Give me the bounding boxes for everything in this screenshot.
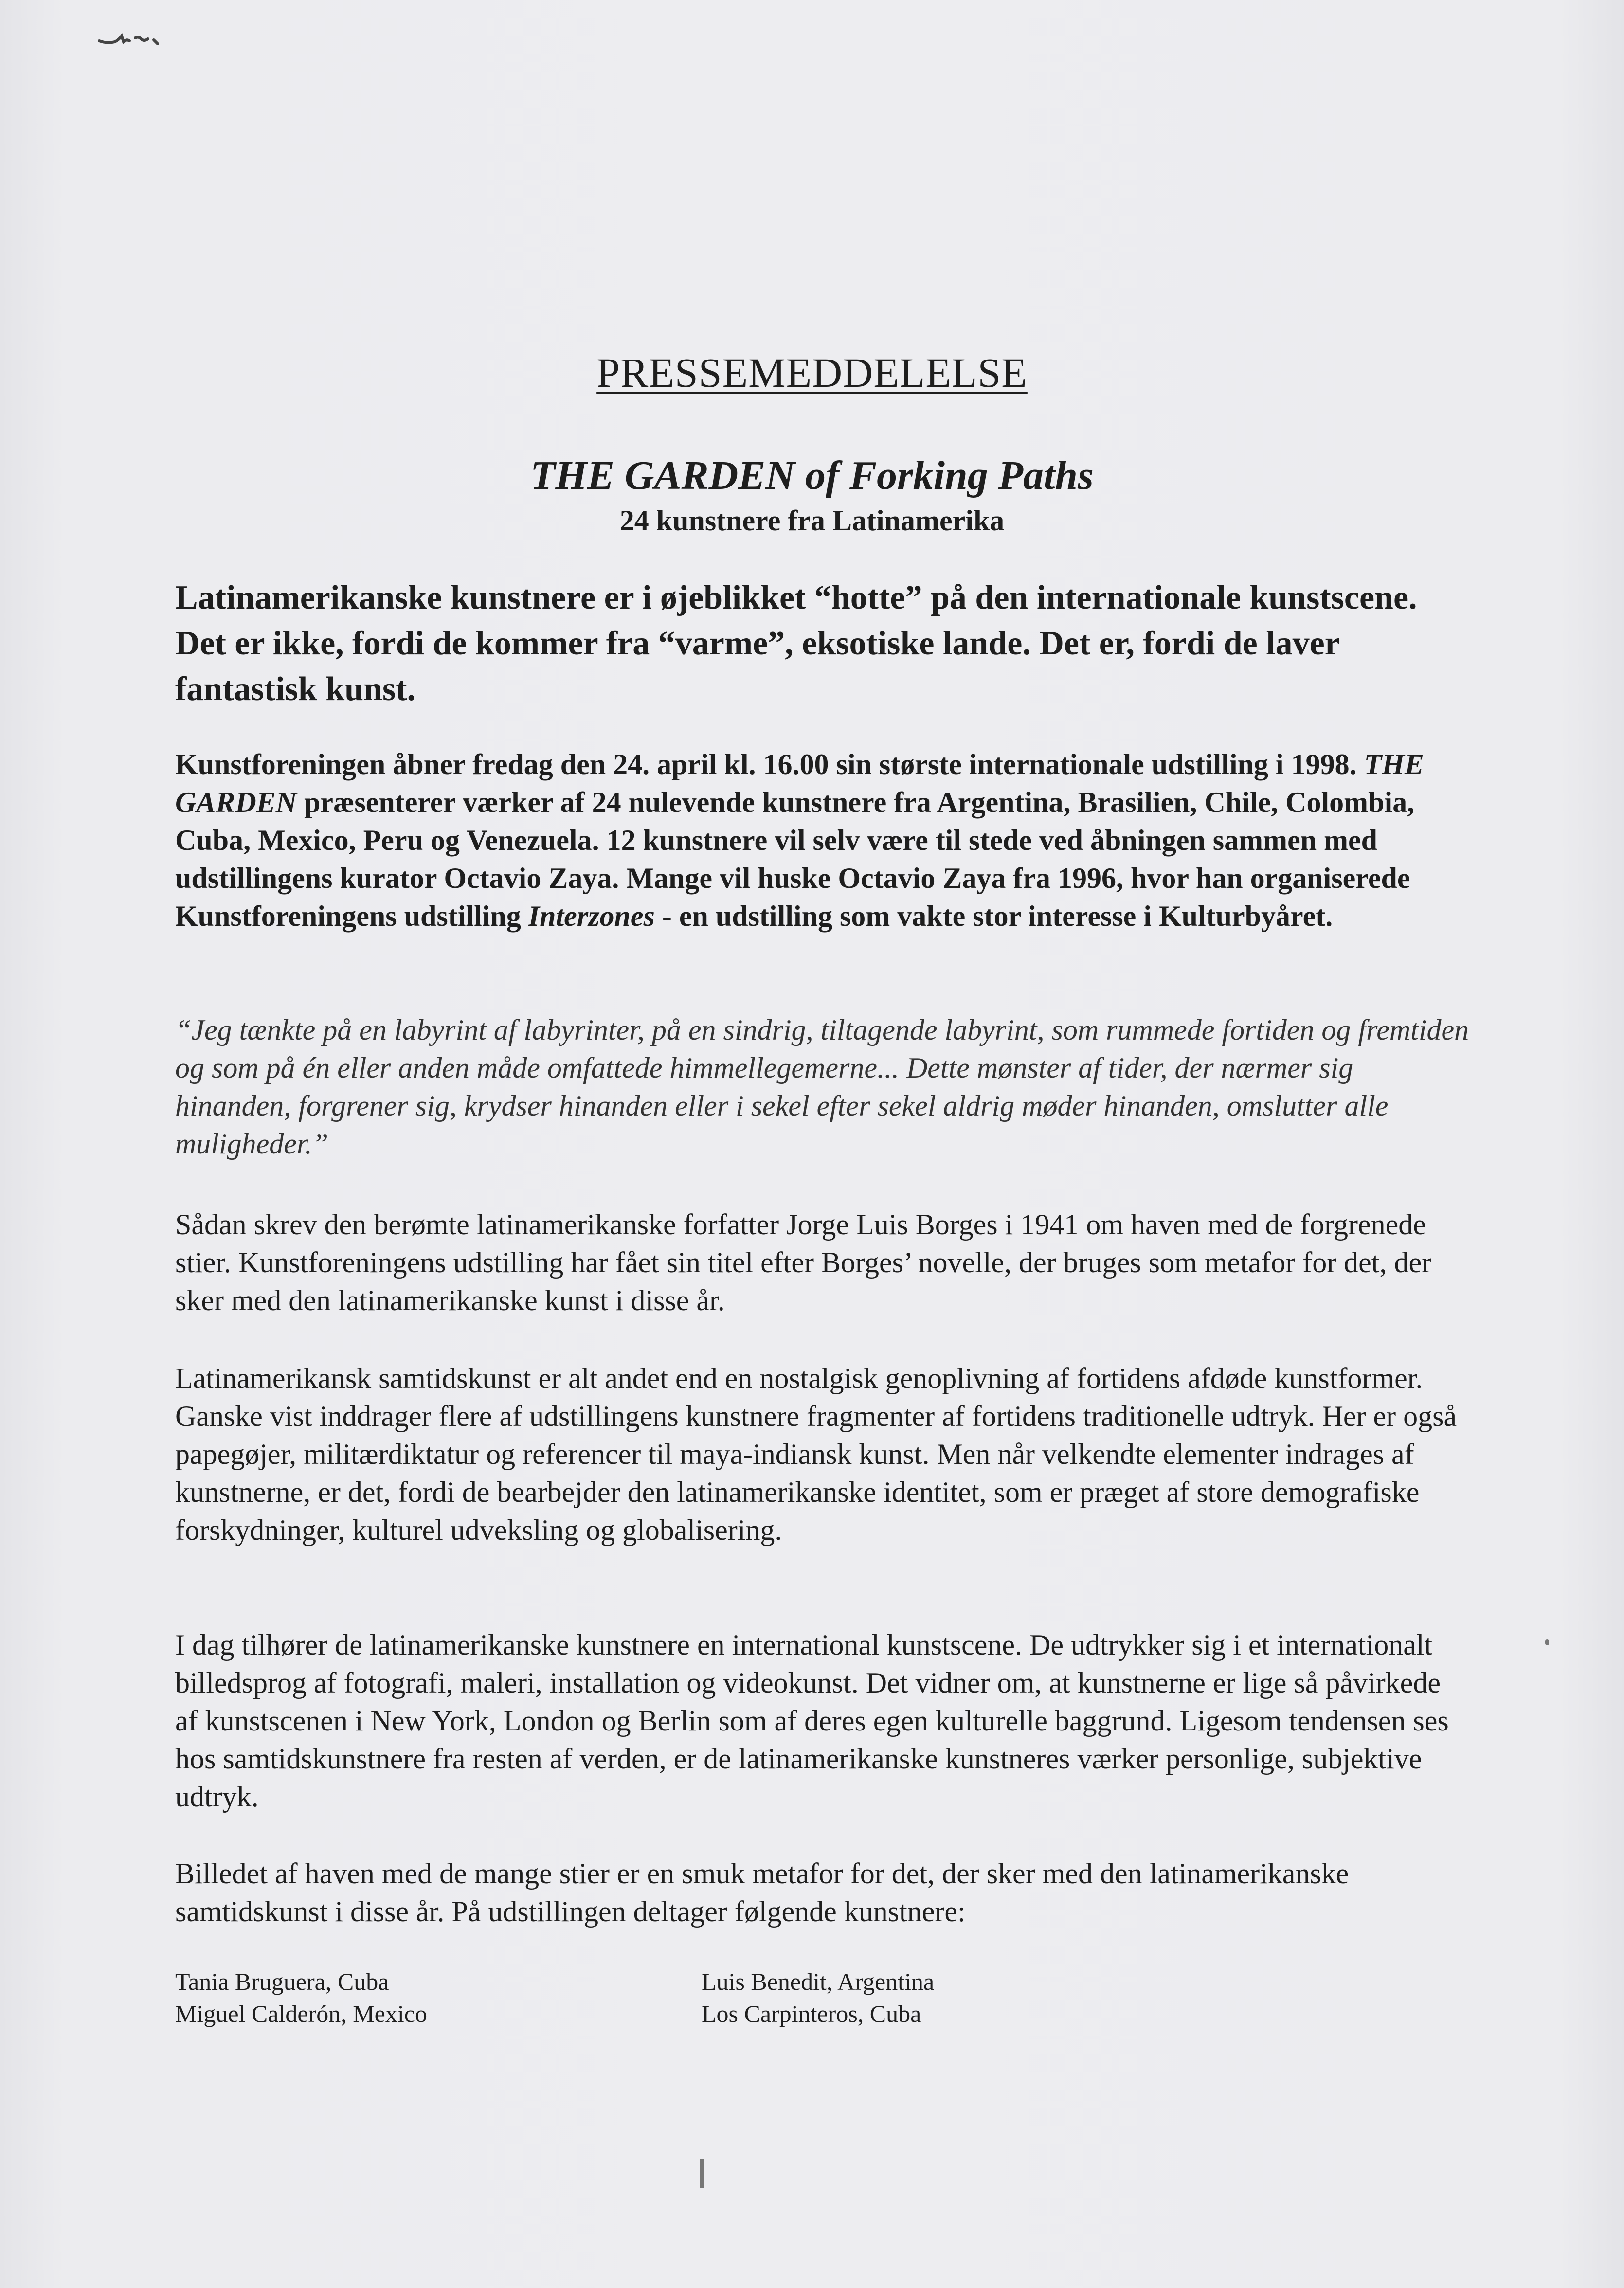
artist-entry: Los Carpinteros, Cuba (702, 2000, 921, 2027)
intro-exhibition-reference: Interzones (528, 900, 655, 932)
exhibition-title-main: THE GARDEN (530, 453, 795, 498)
document-heading: PRESSEMEDDELELSE (596, 349, 1028, 396)
page-blemish (1545, 1639, 1549, 1645)
intro-text: Kunstforeningen åbner fredag den 24. april kl. 16.00 sin største internationale udstilling i 1998. (175, 748, 1364, 780)
body-paragraph: Sådan skrev den berømte latinamerikanske forfatter Jorge Luis Borges i 1941 om haven med de forgrenede stier. Kunstforeningens udstilling har fået sin titel efter Borges’ novelle, der bruges som metafor for det, der sker med den latinamerikanske kunst i disse år. (175, 1208, 1432, 1316)
body-paragraph: Latinamerikansk samtidskunst er alt andet end en nostalgisk genoplivning af fortidens afdøde kunstformer. Ganske vist inddrager flere af udstillingens kunstnere fragmenter af fortidens traditionelle udtryk. Her er også papegøjer, militærdiktatur og referencer til maya-indiansk kunst. Men når velkendte elementer indrages af kunstnerne, er det, fordi de bearbejder den latinamerikanske identitet, som er præget af store demografiske forskydninger, kulturel udveksling og globalisering. (175, 1362, 1457, 1546)
handwritten-mark (97, 29, 161, 49)
exhibition-title-rest: of Forking Paths (794, 453, 1094, 498)
page-blemish (700, 2159, 704, 2188)
intro-paragraph (175, 745, 1469, 935)
intro-title-reference: THE GARDEN (175, 748, 1424, 818)
body-paragraph: I dag tilhører de latinamerikanske kunstnere en international kunstscene. De udtrykker sig i et internationalt billedsprog af fotografi, maleri, installation og videokunst. Det vidner om, at kunstnerne er lige så påvirkede af kunstscenen i New York, London og Berlin som af deres egen kulturelle baggrund. Ligesom tendensen ses hos samtidskunstnere fra resten af verden, er de latinamerikanske kunstneres værker personlige, subjektive udtryk. (175, 1629, 1449, 1813)
exhibition-subtitle: 24 kunstnere fra Latinamerika (619, 504, 1005, 537)
artist-entry: Miguel Calderón, Mexico (175, 2000, 427, 2027)
borges-quote: “Jeg tænkte på en labyrint af labyrinter, på en sindrig, tiltagende labyrint, som rummede fortiden og fremtiden og som på én eller anden måde omfattede himmellegemerne... Dette mønster af tider, der nærmer sig hinanden, forgrener sig, krydser hinanden eller i sekel efter sekel aldrig møder hinanden, omslutter alle muligheder.” (175, 1014, 1469, 1160)
intro-text: præsenterer værker af 24 nulevende kunstnere fra Argentina, Brasilien, Chile, Colombia, Cuba, Mexico, Peru og Venezuela. 12 kunstnere vil selv være til stede ved åbningen sammen med udstillingens kurator Octavio Zaya. Mange vil huske Octavio Zaya fra 1996, hvor han organiserede Kunstforeningens udstilling (175, 786, 1415, 932)
artist-entry: Tania Bruguera, Cuba (175, 1968, 389, 1995)
artist-entry: Luis Benedit, Argentina (702, 1968, 935, 1995)
lead-paragraph: Latinamerikanske kunstnere er i øjeblikket “hotte” på den internationale kunstscene. Det er ikke, fordi de kommer fra “varme”, eksotiske lande. Det er, fordi de laver fantastisk kunst. (175, 579, 1417, 708)
exhibition-title (0, 451, 1624, 500)
intro-text: - en udstilling som vakte stor interesse i Kulturbyåret. (654, 900, 1333, 932)
body-paragraph: Billedet af haven med de mange stier er en smuk metafor for det, der sker med den latinamerikanske samtidskunst i disse år. På udstillingen deltager følgende kunstnere: (175, 1857, 1349, 1928)
